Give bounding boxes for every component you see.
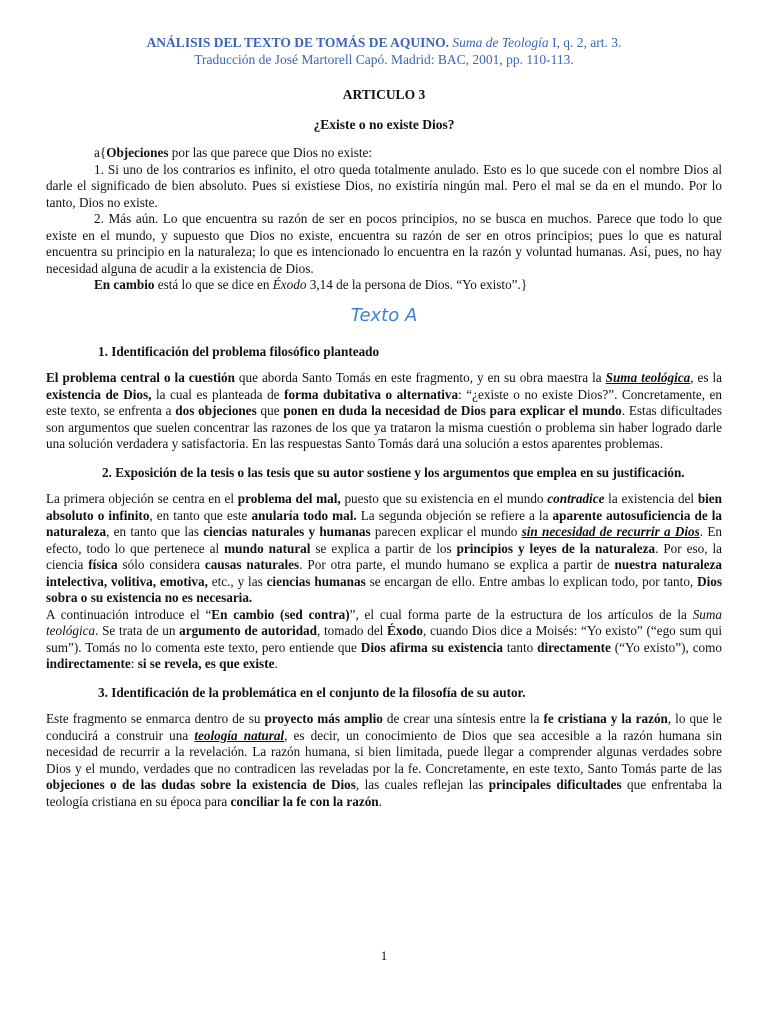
s2-run: sin necesidad de recurrir a Dios	[521, 524, 700, 539]
s3-run: , las cuales reflejan las	[355, 777, 489, 792]
s3-run: , es decir, un conocimiento de Dios que sea accesible a la razón humana sin necesidad de recurrir a la revelación. La razón humana, si bien limitada, puede llegar a comprender algunas verdades sobre Dios y el mundo, verdades que no contradicen las reveladas por la fe. Concretamente, en este texto, Santo Tomás parte de las	[46, 727, 722, 776]
s2-run: si se revela, es que existe	[137, 656, 275, 671]
objections-intro-text: por las que parece que Dios no existe:	[168, 145, 373, 160]
s2-run: (“Yo existo”), como	[610, 639, 722, 655]
s2-run: se explica a partir de los	[310, 540, 457, 556]
s1-run: existencia de Dios,	[46, 386, 152, 402]
s2-run: indirectamente	[46, 656, 131, 671]
s2-run: se encargan de ello. Entre ambas lo explican todo, por tanto,	[365, 573, 698, 589]
section-1-paragraph	[46, 370, 722, 453]
section-2-heading: 2. Exposición de la tesis o las tesis que su autor sostiene y los argumentos que emplea en su justificación.	[102, 464, 685, 480]
objection-2: 2. Más aún. Lo que encuentra su razón de ser en pocos principios, no se busca en muchos. Parece que todo lo que existe en el mundo, y supuesto que Dios no existe, encuentra su razón de ser en otros principios; pues lo que es natural encuentra su principio en la naturaleza; lo que es intencionado lo encuentra en la razón y voluntad humanas. Así, pues, no hay necesidad alguna de acudir a la existencia de Dios.	[46, 211, 722, 276]
s3-run: principales dificultades	[488, 777, 622, 792]
s3-run: Este fragmento se enmarca dentro de su	[46, 711, 265, 726]
s3-run: fe cristiana y la razón	[543, 711, 668, 726]
s2-run: mundo natural	[224, 540, 311, 556]
s1-run: , es la	[690, 370, 723, 385]
sed-contra-text: está lo que se dice en	[154, 277, 273, 292]
section-1-heading: 1. Identificación del problema filosófico planteado	[98, 343, 380, 359]
s2-run: la existencia del	[604, 491, 698, 506]
objections-intro	[46, 145, 722, 162]
s2-run: En cambio (sed contra)	[211, 606, 350, 622]
s2-run: causas naturales	[204, 557, 300, 572]
s1-run: El problema central o la cuestión	[46, 370, 235, 385]
s2-run: sólo considera	[117, 557, 205, 572]
section-3-heading: 3. Identificación de la problemática en el conjunto de la filosofía de su autor.	[98, 684, 526, 700]
s1-run: la cual es planteada de	[151, 386, 285, 402]
s2-run: problema del mal,	[237, 491, 341, 506]
s2-run: principios y leyes de la naturaleza	[456, 540, 656, 556]
s2-run: , tomado del	[316, 623, 388, 638]
s3-run: que enfrentaba la teología cristiana en su época para	[46, 777, 723, 809]
s2-run: , en tanto que este	[149, 507, 252, 523]
s1-run: Suma teológica	[605, 370, 691, 385]
brace-open: a{	[94, 145, 107, 160]
section-2-paragraph	[46, 491, 722, 673]
s2-run: Éxodo	[387, 623, 423, 638]
s3-run: teología natural	[194, 727, 285, 743]
s1-run: que aborda Santo Tomás en este fragmento, y en su obra maestra la	[234, 370, 606, 385]
header-title: ANÁLISIS DEL TEXTO DE TOMÁS DE AQUINO.	[146, 35, 450, 50]
header-ref: I, q. 2, art. 3.	[548, 35, 622, 50]
s3-run: proyecto más amplio	[264, 711, 383, 726]
s2-run: . Se trata de un	[95, 623, 180, 638]
s2-run: nuestra naturaleza intelectiva, volitiva, emotiva,	[46, 557, 723, 589]
sed-contra-text-end: 3,14 de la persona de Dios. “Yo existo”.}	[306, 277, 528, 292]
sed-contra-label: En cambio	[94, 277, 155, 292]
s2-run: , cuando Dios dice a Moisés: “Yo existo” (“ego sum qui sum”). Tomás no lo comenta este texto, pero entiende que	[46, 623, 722, 655]
s2-run: puesto que su existencia en el mundo	[340, 491, 548, 506]
document-page	[46, 34, 722, 810]
s2-run: ciencias humanas	[266, 573, 366, 589]
s2-run: Dios afirma su existencia	[360, 639, 503, 655]
s2-run: La primera objeción se centra en el	[46, 491, 238, 506]
s2-run: bien absoluto o infinito	[46, 491, 722, 523]
s2-run: , en tanto que las	[106, 524, 204, 539]
s2-run: La segunda objeción se refiere a la	[356, 507, 553, 523]
s1-run: dos objeciones	[175, 403, 257, 418]
section-2-p2	[46, 607, 722, 673]
s1-run: forma dubitativa o alternativa	[284, 386, 459, 402]
s2-run: Dios sobra o su existencia no es necesaria.	[46, 573, 722, 605]
page-number: 1	[380, 948, 388, 963]
s2-run: :	[130, 656, 138, 671]
objections-label: Objeciones	[106, 145, 169, 160]
s2-run: parecen explicar el mundo	[370, 524, 522, 539]
s3-run: de crear una síntesis entre la	[382, 711, 544, 726]
s2-run: contradice	[547, 491, 605, 506]
header-work: Suma de Teología	[452, 35, 549, 50]
s2-run: ”, el cual forma parte de la estructura de los artículos de la	[349, 606, 693, 622]
s2-run: etc., y las	[207, 573, 267, 589]
s1-run: : “¿existe o no existe Dios?”. Concretamente, en este texto, se enfrenta a	[46, 386, 723, 418]
s2-run: física	[88, 557, 118, 572]
s2-run: tanto	[502, 639, 538, 655]
s1-run: ponen en duda la necesidad de Dios para explicar el mundo	[283, 403, 622, 418]
section-3-paragraph	[46, 711, 722, 810]
header-citation: Traducción de José Martorell Capó. Madrid: BAC, 2001, pp. 110-113.	[194, 52, 574, 67]
s1-run: . Estas dificultades son argumentos que suelen concentrar las razones de los que ya trataron la misma cuestión o problema sin haber logrado darle una solución verdadera y satisfactoria. En las respuestas Santo Tomás dará una solución a estos aparentes problemas.	[46, 403, 723, 451]
s3-run: objeciones o de las dudas sobre la existencia de Dios	[46, 777, 356, 792]
section-2-p1	[46, 491, 722, 607]
s2-run: . En efecto, todo lo que pertenece al	[46, 524, 722, 556]
s2-run: Suma teológica	[46, 606, 722, 638]
article-question: ¿Existe o no existe Dios?	[313, 116, 455, 132]
objections-block	[46, 145, 722, 294]
s2-run: anularía todo mal.	[251, 507, 357, 523]
s3-run: conciliar la fe con la razón	[230, 793, 379, 809]
s2-run: . Por eso, la ciencia	[46, 540, 723, 572]
article-number: ARTICULO 3	[342, 87, 426, 102]
objection-1: 1. Si uno de los contrarios es infinito, el otro queda totalmente anulado. Esto es lo que sucede con el nombre Dios al darle el significado de bien absoluto. Pues si existiese Dios, no existiría ningún mal. Pero el mal se da en el mundo. Por lo tanto, Dios no existe.	[46, 161, 722, 210]
s2-run: A continuación introduce el “	[46, 606, 212, 622]
s2-run: .	[274, 656, 278, 671]
s2-run: argumento de autoridad	[179, 623, 317, 638]
s3-run: .	[378, 793, 382, 809]
document-header	[46, 34, 722, 68]
s1-run: que	[256, 403, 284, 418]
s2-run: aparente autosuficiencia de la naturaleza	[46, 507, 723, 539]
texto-heading: Texto A	[350, 304, 418, 326]
s2-run: directamente	[537, 639, 611, 655]
s2-run: . Por otra parte, el mundo humano se explica a partir de	[299, 557, 615, 572]
sed-contra-book: Éxodo	[272, 277, 307, 292]
s3-run: , lo que le conducirá a construir una	[46, 711, 723, 743]
sed-contra	[46, 277, 722, 294]
s2-run: ciencias naturales y humanas	[203, 524, 371, 539]
